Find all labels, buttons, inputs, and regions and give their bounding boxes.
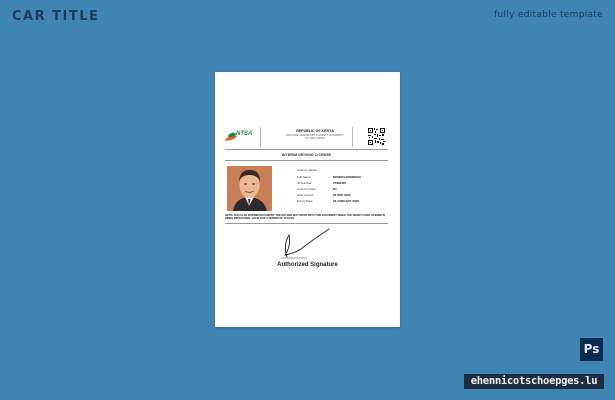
header-divider-left xyxy=(260,127,261,147)
license-document xyxy=(215,72,400,327)
field-label-class: Licence Class xyxy=(297,187,316,191)
holder-photo xyxy=(227,166,272,211)
agency-address xyxy=(267,134,363,140)
divider-top xyxy=(225,149,388,150)
interim-note: NOTE: THIS IS AN INTERIM DOCUMENT. THE HOLDER MAY DRIVE WITH THIS DOCUMENT WHILE THE SMART CARD LICENSE IS BEING PROCESSED. VALID FOR A PERIOD OF 90 DAYS. xyxy=(225,214,386,221)
header-divider-right xyxy=(352,127,353,147)
divider-mid xyxy=(225,160,388,161)
divider-bottom xyxy=(225,223,388,224)
photoshop-icon: Ps xyxy=(580,338,603,361)
portrait-image xyxy=(227,166,272,211)
agency-line-1: NATIONAL TRANSPORT & SAFETY AUTHORITY xyxy=(285,134,345,137)
page-subtitle: fully editable template xyxy=(494,10,603,20)
page-title: CAR TITLE xyxy=(12,9,100,24)
field-label-name: Full Name xyxy=(297,175,311,179)
qr-code-icon xyxy=(368,128,385,145)
permit-title: INTERIM DRIVING LICENSE xyxy=(281,153,332,157)
field-label-expiry: Expiry Date xyxy=(297,199,313,203)
field-label-issued: Date Issued xyxy=(297,193,314,197)
ntsa-logo xyxy=(225,130,253,142)
field-label-id: ID Number xyxy=(297,181,312,185)
agency-line-2: P.O. BOX 00100 xyxy=(305,137,325,141)
field-value-expiry: 23 JANUARY 2025 xyxy=(333,199,360,203)
field-label-heading: Licence details xyxy=(297,168,317,172)
logo-text: NTSA xyxy=(236,131,253,137)
handwritten-signature xyxy=(277,225,341,263)
site-watermark: ehennicotschoepges.lu xyxy=(464,374,604,389)
field-value-name: ROWAN ATKINSON xyxy=(333,175,361,179)
field-value-id: 27895467 xyxy=(333,181,347,185)
signature-label: Authorized Signature xyxy=(277,262,338,268)
republic-heading: REPUBLIC OF KENYA xyxy=(296,129,334,133)
field-value-class: B1 xyxy=(333,187,337,191)
field-value-issued: 23 SEP 2020 xyxy=(333,193,351,197)
